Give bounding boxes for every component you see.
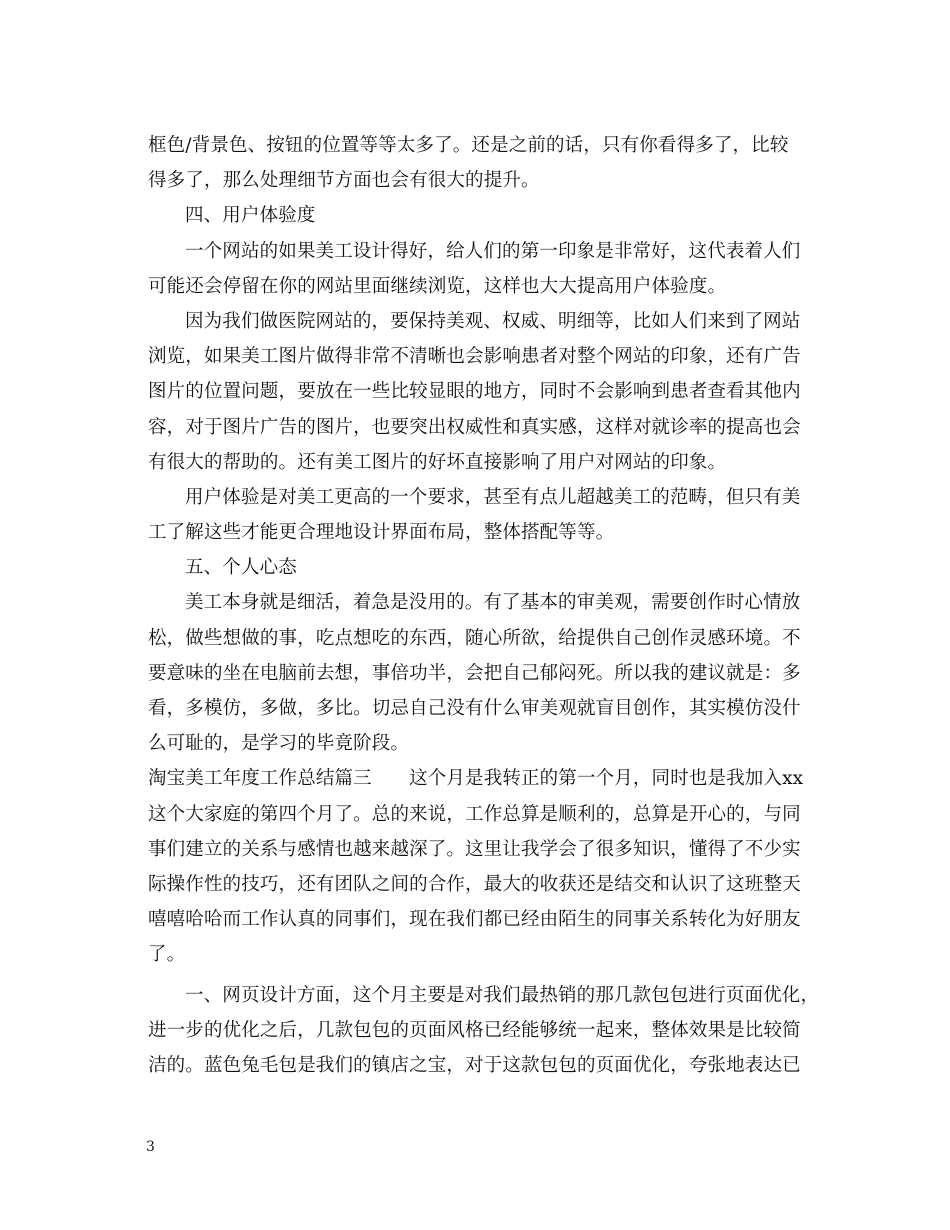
text-line: 了。 (148, 944, 186, 966)
text-line: 松，做些想做的事，吃点想吃的东西，随心所欲，给提供自己创作灵感环境。不 (148, 627, 801, 649)
text-line: 浏览，如果美工图片做得非常不清晰也会影响患者对整个网站的印象，还有广告 (148, 346, 801, 368)
text-line: 得多了，那么处理细节方面也会有很大的提升。 (148, 170, 540, 192)
text-line: 进一步的优化之后，几款包包的页面风格已经能够统一起来，整体效果是比较简 (148, 1019, 801, 1041)
text-line: 因为我们做医院网站的，要保持美观、权威、明细等，比如人们来到了网站 (185, 310, 801, 332)
text-line: 洁的。蓝色兔毛包是我们的镇店之宝，对于这款包包的页面优化，夸张地表达已 (148, 1054, 801, 1076)
text-line: 可能还会停留在你的网站里面继续浏览，这样也大大提高用户体验度。 (148, 275, 727, 297)
text-line: 么可耻的，是学习的毕竟阶段。 (148, 733, 410, 755)
text-line: 要意味的坐在电脑前去想，事倍功半，会把自己郁闷死。所以我的建议就是：多 (148, 662, 801, 684)
text-line: 用户体验是对美工更高的一个要求，甚至有点儿超越美工的范畴，但只有美 (185, 486, 801, 508)
text-line: 有很大的帮助的。还有美工图片的好坏直接影响了用户对网站的印象。 (148, 451, 727, 473)
page-number: 3 (146, 1139, 155, 1155)
text-line: 看，多模仿，多做，多比。切忌自己没有什么审美观就盲目创作，其实模仿没什 (148, 698, 801, 719)
text-line: 事们建立的关系与感情也越来越深了。这里让我学会了很多知识，懂得了不少实 (148, 838, 801, 860)
text-line: 容，对于图片广告的图片，也要突出权威性和真实感，这样对就诊率的提高也会 (148, 416, 801, 438)
section-heading: 四、用户体验度 (185, 205, 316, 227)
text-line: 框色/背景色、按钮的位置等等太多了。还是之前的话，只有你看得多了，比较 (148, 135, 789, 156)
text-line: 美工本身就是细活，着急是没用的。有了基本的审美观，需要创作时心情放 (185, 592, 801, 614)
article-title-line: 淘宝美工年度工作总结篇三 这个月是我转正的第一个月，同时也是我加入xx (148, 768, 804, 790)
text-line: 这个大家庭的第四个月了。总的来说，工作总算是顺利的，总算是开心的，与同 (148, 803, 801, 825)
text-line: 一个网站的如果美工设计得好，给人们的第一印象是非常好，这代表着人们 (185, 240, 801, 262)
body-text (148, 128, 820, 1083)
text-line: 一、网页设计方面，这个月主要是对我们最热销的那几款包包进行页面优化， (185, 984, 820, 1006)
text-line: 嘻嘻哈哈而工作认真的同事们，现在我们都已经由陌生的同事关系转化为好朋友 (148, 909, 801, 931)
text-line: 图片的位置问题，要放在一些比较显眼的地方，同时不会影响到患者查看其他内 (148, 381, 801, 403)
section-heading: 五、个人心态 (185, 557, 297, 579)
text-line: 际操作性的技巧，还有团队之间的合作，最大的收获还是结交和认识了这班整天 (148, 873, 801, 895)
text-line: 工了解这些才能更合理地设计界面布局，整体搭配等等。 (148, 522, 615, 544)
